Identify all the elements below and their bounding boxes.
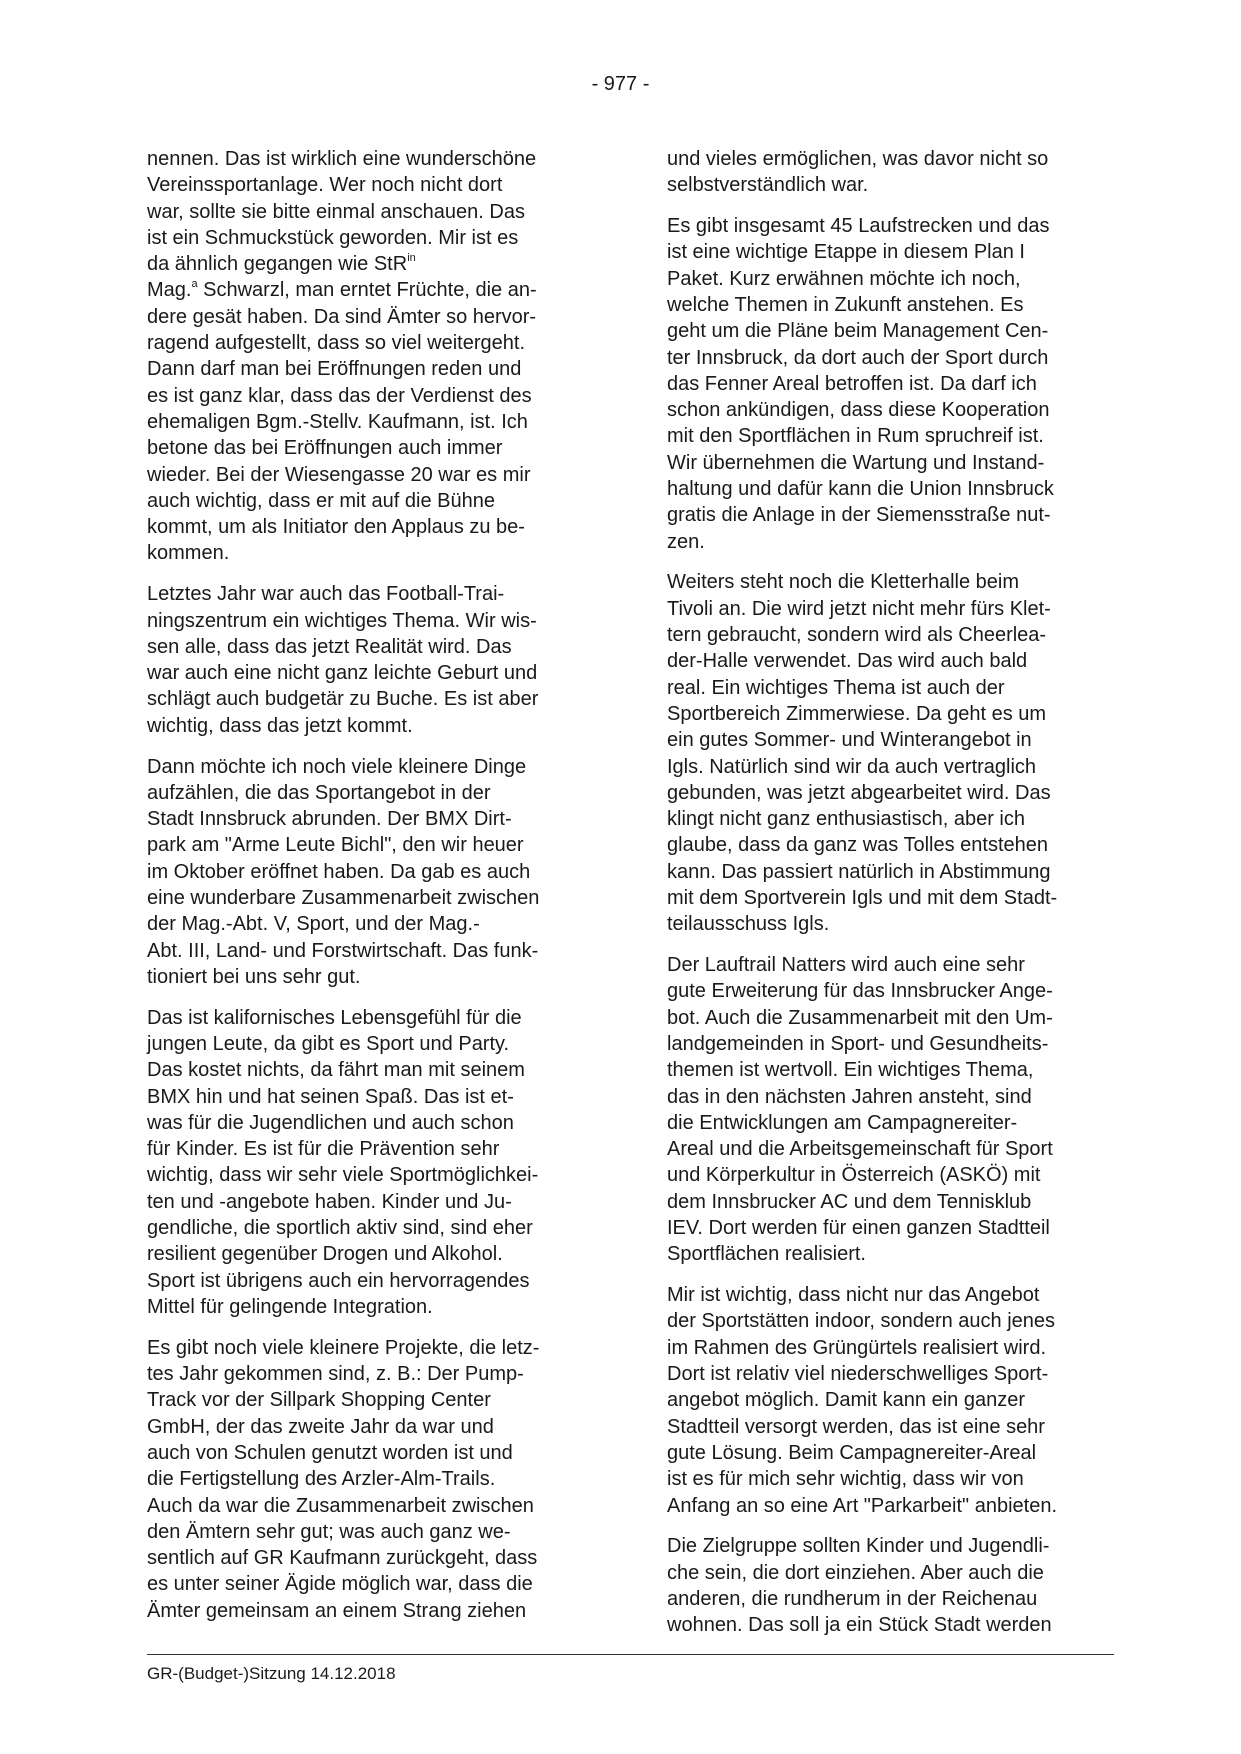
text-line: gratis die Anlage in der Siemensstraße nut- bbox=[667, 504, 1051, 527]
text-line: im Rahmen des Grüngürtels realisiert wird. bbox=[667, 1336, 1047, 1359]
text-line: sentlich auf GR Kaufmann zurückgeht, dass bbox=[147, 1547, 538, 1570]
text-line: betone das bei Eröffnungen auch immer bbox=[147, 437, 503, 460]
text-line: Paket. Kurz erwähnen möchte ich noch, bbox=[667, 267, 1021, 290]
text-line: selbstverständlich war. bbox=[667, 174, 869, 197]
text-line: Mittel für gelingende Integration. bbox=[147, 1295, 433, 1318]
text-line: Der Lauftrail Natters wird auch eine sehr bbox=[667, 954, 1025, 977]
superscript: a bbox=[191, 277, 198, 290]
text-line bbox=[147, 277, 597, 303]
footer-text: GR-(Budget-)Sitzung 14.12.2018 bbox=[147, 1664, 396, 1683]
paragraph bbox=[667, 213, 1117, 555]
text-line: klingt nicht ganz enthusiastisch, aber ich bbox=[667, 808, 1025, 831]
text-line: haltung und dafür kann die Union Innsbruck bbox=[667, 478, 1054, 501]
text-fragment: Schwarzl, man erntet Früchte, die an- bbox=[197, 279, 537, 302]
text-line: Wir übernehmen die Wartung und Instand- bbox=[667, 451, 1045, 474]
text-line: anderen, die rundherum in der Reichenau bbox=[667, 1587, 1038, 1610]
text-line: sen alle, dass das jetzt Realität wird. Das bbox=[147, 635, 512, 658]
paragraph bbox=[667, 1533, 1117, 1638]
text-line: mit dem Sportverein Igls und mit dem Stadt- bbox=[667, 887, 1058, 910]
text-line: Tivoli an. Die wird jetzt nicht mehr fürs Klet- bbox=[667, 597, 1051, 620]
text-line: auch wichtig, dass er mit auf die Bühne bbox=[147, 489, 495, 512]
text-line: ter Innsbruck, da dort auch der Sport durch bbox=[667, 346, 1049, 369]
text-line: wohnen. Das soll ja ein Stück Stadt werden bbox=[667, 1614, 1052, 1637]
text-line: das in den nächsten Jahren ansteht, sind bbox=[667, 1085, 1032, 1108]
text-line: ehemaligen Bgm.-Stellv. Kaufmann, ist. Ich bbox=[147, 410, 528, 433]
text-line: welche Themen in Zukunft anstehen. Es bbox=[667, 293, 1024, 316]
text-line: schon ankündigen, dass diese Kooperation bbox=[667, 399, 1050, 422]
text-line: teilausschuss Igls. bbox=[667, 913, 830, 936]
text-line: tioniert bei uns sehr gut. bbox=[147, 965, 361, 988]
text-line: jungen Leute, da gibt es Sport und Party. bbox=[147, 1033, 510, 1055]
text-line: Das kostet nichts, da fährt man mit seinem bbox=[147, 1059, 525, 1082]
text-line: war, sollte sie bitte einmal anschauen. Das bbox=[147, 200, 525, 223]
text-line: bot. Auch die Zusammenarbeit mit den Um- bbox=[667, 1006, 1053, 1029]
text-line: der Sportstätten indoor, sondern auch jenes bbox=[667, 1310, 1056, 1333]
text-line: dere gesät haben. Da sind Ämter so hervor- bbox=[147, 305, 537, 328]
text-line: Sport ist übrigens auch ein hervorragendes bbox=[147, 1269, 530, 1292]
text-line: kann. Das passiert natürlich in Abstimmung bbox=[667, 860, 1051, 883]
text-line: Dort ist relativ viel niederschwelliges Sport- bbox=[667, 1363, 1049, 1386]
text-line: der Mag.-Abt. V, Sport, und der Mag.- bbox=[147, 913, 480, 936]
text-line: gendliche, die sportlich aktiv sind, sind eher bbox=[147, 1217, 533, 1240]
text-line: nennen. Das ist wirklich eine wunderschöne bbox=[147, 148, 537, 170]
text-line: Dann darf man bei Eröffnungen reden und bbox=[147, 358, 522, 381]
text-line bbox=[147, 251, 597, 277]
text-line: wichtig, dass das jetzt kommt. bbox=[147, 714, 413, 737]
text-line: das Fenner Areal betroffen ist. Da darf ich bbox=[667, 372, 1037, 395]
text-line: gute Erweiterung für das Innsbrucker Ange- bbox=[667, 980, 1053, 1003]
left-column bbox=[147, 146, 597, 1639]
text-line: kommt, um als Initiator den Applaus zu be- bbox=[147, 516, 525, 539]
superscript: in bbox=[407, 251, 416, 264]
text-line: Stadtteil versorgt werden, das ist eine sehr bbox=[667, 1415, 1045, 1438]
text-fragment: da ähnlich gegangen wie StR bbox=[147, 253, 408, 276]
text-line: Anfang an so eine Art "Parkarbeit" anbieten. bbox=[667, 1494, 1058, 1517]
text-line: ist ein Schmuckstück geworden. Mir ist es bbox=[147, 226, 519, 249]
text-line: wichtig, dass wir sehr viele Sportmöglichkei- bbox=[147, 1164, 539, 1187]
text-line: Die Zielgruppe sollten Kinder und Jugendli- bbox=[667, 1535, 1050, 1558]
text-line: BMX hin und hat seinen Spaß. Das ist et- bbox=[147, 1085, 514, 1108]
paragraph bbox=[147, 754, 597, 991]
text-line: zen. bbox=[667, 530, 705, 553]
text-line: tern gebraucht, sondern wird als Cheerlea- bbox=[667, 624, 1047, 647]
text-line: ningszentrum ein wichtiges Thema. Wir wis- bbox=[147, 609, 537, 632]
text-line: im Oktober eröffnet haben. Da gab es auch bbox=[147, 860, 531, 883]
text-line: Dann möchte ich noch viele kleinere Dinge bbox=[147, 755, 527, 778]
text-line: Sportbereich Zimmerwiese. Da geht es um bbox=[667, 702, 1047, 725]
text-line: den Ämtern sehr gut; was auch ganz we- bbox=[147, 1520, 511, 1543]
text-line: was für die Jugendlichen und auch schon bbox=[147, 1111, 514, 1134]
text-line: kommen. bbox=[147, 542, 230, 565]
paragraph bbox=[147, 1005, 597, 1321]
paragraph bbox=[667, 952, 1117, 1268]
text-line: IEV. Dort werden für einen ganzen Stadtteil bbox=[667, 1217, 1050, 1240]
text-line: ein gutes Sommer- und Winterangebot in bbox=[667, 729, 1032, 752]
text-line: gute Lösung. Beim Campagnereiter-Areal bbox=[667, 1441, 1037, 1464]
paragraph bbox=[667, 1282, 1117, 1519]
text-line: gebunden, was jetzt abgearbeitet wird. Das bbox=[667, 781, 1051, 804]
text-line: die Entwicklungen am Campagnereiter- bbox=[667, 1111, 1018, 1134]
text-line: Vereinssportanlage. Wer noch nicht dort bbox=[147, 174, 503, 197]
text-line: aufzählen, die das Sportangebot in der bbox=[147, 781, 491, 804]
text-line: wieder. Bei der Wiesengasse 20 war es mir bbox=[147, 463, 531, 486]
text-line: Das ist kalifornisches Lebensgefühl für die bbox=[147, 1006, 522, 1029]
text-line: mit den Sportflächen in Rum spruchreif ist. bbox=[667, 425, 1044, 448]
text-line: Sportflächen realisiert. bbox=[667, 1243, 866, 1266]
paragraph bbox=[147, 146, 597, 567]
text-line: war auch eine nicht ganz leichte Geburt und bbox=[147, 662, 538, 685]
text-line: Ämter gemeinsam an einem Strang ziehen bbox=[147, 1599, 527, 1622]
text-line: themen ist wertvoll. Ein wichtiges Thema, bbox=[667, 1059, 1034, 1082]
text-line: real. Ein wichtiges Thema ist auch der bbox=[667, 676, 1005, 699]
text-line: che sein, die dort einziehen. Aber auch die bbox=[667, 1561, 1044, 1584]
text-line: Track vor der Sillpark Shopping Center bbox=[147, 1389, 491, 1412]
text-line: es ist ganz klar, dass das der Verdienst des bbox=[147, 384, 532, 407]
text-line: auch von Schulen genutzt worden ist und bbox=[147, 1441, 513, 1464]
text-line: Letztes Jahr war auch das Football-Trai- bbox=[147, 583, 505, 606]
paragraph bbox=[147, 1335, 597, 1624]
text-line: geht um die Pläne beim Management Cen- bbox=[667, 320, 1049, 343]
page-number: - 977 - bbox=[591, 73, 650, 95]
text-line: Auch da war die Zusammenarbeit zwischen bbox=[147, 1494, 534, 1517]
text-line: tes Jahr gekommen sind, z. B.: Der Pump- bbox=[147, 1363, 524, 1386]
text-line: die Fertigstellung des Arzler-Alm-Trails. bbox=[147, 1468, 496, 1491]
text-line: ten und -angebote haben. Kinder und Ju- bbox=[147, 1190, 512, 1213]
text-line: Es gibt insgesamt 45 Laufstrecken und das bbox=[667, 215, 1050, 238]
text-line: GmbH, der das zweite Jahr da war und bbox=[147, 1415, 494, 1438]
text-line: und vieles ermöglichen, was davor nicht so bbox=[667, 148, 1049, 170]
text-line: landgemeinden in Sport- und Gesundheits- bbox=[667, 1033, 1049, 1055]
text-line: ist es für mich sehr wichtig, dass wir von bbox=[667, 1468, 1024, 1491]
right-column bbox=[667, 146, 1117, 1653]
text-line: Areal und die Arbeitsgemeinschaft für Sport bbox=[667, 1138, 1053, 1161]
text-line: der-Halle verwendet. Das wird auch bald bbox=[667, 650, 1028, 673]
text-line: Abt. III, Land- und Forstwirtschaft. Das funk- bbox=[147, 939, 539, 962]
text-line: resilient gegenüber Drogen und Alkohol. bbox=[147, 1243, 503, 1266]
text-line: Mir ist wichtig, dass nicht nur das Angebot bbox=[667, 1284, 1040, 1307]
text-line: ragend aufgestellt, dass so viel weitergeht. bbox=[147, 332, 525, 355]
text-line: schlägt auch budgetär zu Buche. Es ist aber bbox=[147, 688, 539, 711]
paragraph bbox=[147, 581, 597, 739]
text-line: Weiters steht noch die Kletterhalle beim bbox=[667, 571, 1020, 594]
text-line: park am "Arme Leute Bichl", den wir heuer bbox=[147, 834, 524, 857]
text-line: angebot möglich. Damit kann ein ganzer bbox=[667, 1389, 1025, 1412]
text-line: ist eine wichtige Etappe in diesem Plan I bbox=[667, 241, 1025, 264]
text-line: und Körperkultur in Österreich (ASKÖ) mit bbox=[667, 1164, 1041, 1187]
footer-divider bbox=[147, 1654, 1114, 1655]
text-line: Stadt Innsbruck abrunden. Der BMX Dirt- bbox=[147, 808, 512, 831]
text-line: Es gibt noch viele kleinere Projekte, die letz- bbox=[147, 1336, 540, 1359]
text-line: für Kinder. Es ist für die Prävention sehr bbox=[147, 1138, 500, 1161]
text-line: Igls. Natürlich sind wir da auch vertraglich bbox=[667, 755, 1037, 778]
paragraph bbox=[667, 146, 1117, 199]
paragraph bbox=[667, 569, 1117, 937]
text-line: es unter seiner Ägide möglich war, dass die bbox=[147, 1573, 533, 1596]
text-line: glaube, dass da ganz was Tolles entstehen bbox=[667, 834, 1049, 857]
text-line: dem Innsbrucker AC und dem Tennisklub bbox=[667, 1190, 1032, 1213]
text-fragment: Mag. bbox=[147, 279, 192, 302]
text-line: eine wunderbare Zusammenarbeit zwischen bbox=[147, 887, 540, 910]
